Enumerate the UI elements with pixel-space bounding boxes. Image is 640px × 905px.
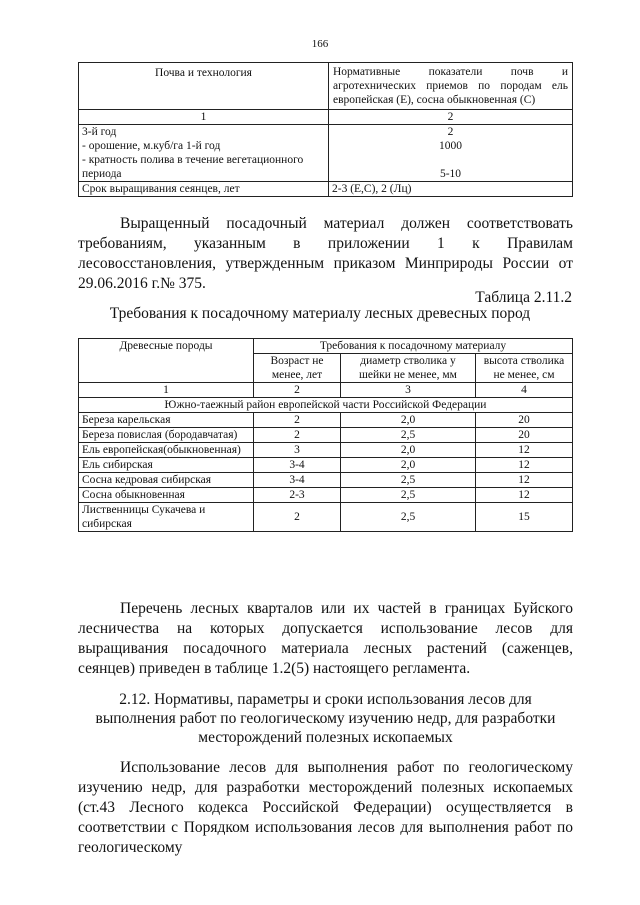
age-cell: 2 [254, 503, 341, 532]
age-cell: 3 [254, 443, 341, 458]
table-row [79, 473, 573, 488]
diameter-cell: 2,5 [341, 488, 476, 503]
table-cell: Срок выращивания сеянцев, лет [79, 182, 329, 197]
table-row [79, 458, 573, 473]
species-cell: Береза повислая (бородавчатая) [79, 428, 254, 443]
planting-material-table [78, 338, 573, 532]
age-cell: 3-4 [254, 473, 341, 488]
page-number: 166 [311, 38, 329, 50]
table-row [79, 413, 573, 428]
cell-line: - орошение, м.куб/га 1-й год [82, 140, 221, 152]
header-cell: Почва и технология [79, 63, 329, 110]
table-row [79, 488, 573, 503]
height-cell: 12 [476, 488, 573, 503]
header-cell: высота стволика не менее, см [476, 354, 573, 383]
paragraph: Перечень лесных кварталов или их частей в границах Буйского лесничества на которых допускается использование лесов для выращивания посадочного материала лесных растений (саженцев, сеянцев) приведен в таблице 1.2(5) настоящего регламента. [78, 600, 573, 677]
diameter-cell: 2,5 [341, 503, 476, 532]
age-cell: 2-3 [254, 488, 341, 503]
height-cell: 12 [476, 458, 573, 473]
species-cell: Береза карельская [79, 413, 254, 428]
diameter-cell: 2,0 [341, 458, 476, 473]
table-cell [79, 125, 329, 182]
region-row [79, 398, 573, 413]
height-cell: 12 [476, 473, 573, 488]
diameter-cell: 2,5 [341, 428, 476, 443]
cell-line: - кратность полива в течение вегетационного периода [82, 154, 304, 180]
column-number: 2 [254, 383, 341, 398]
header-cell: Требования к посадочному материалу [254, 339, 573, 354]
age-cell: 2 [254, 428, 341, 443]
cell-value: 1000 [439, 140, 462, 152]
table-title: Требования к посадочному материалу лесных древесных пород [109, 305, 531, 322]
table-row [79, 125, 573, 182]
paragraph: Использование лесов для выполнения работ по геологическому изучению недр, для разработки месторождений полезных ископаемых (ст.43 Лесного кодекса Российской Федерации) осуществляется в соответствии с Порядком использования лесов для выполнения работ по геологическому [78, 759, 573, 856]
diameter-cell: 2,0 [341, 413, 476, 428]
section-heading: 2.12. Нормативы, параметры и сроки использования лесов для выполнения работ по геологическому изучению недр, для разработки месторождений полезных ископаемых [95, 691, 556, 746]
species-cell: Ель европейская(обыкновенная) [79, 443, 254, 458]
species-cell: Сосна обыкновенная [79, 488, 254, 503]
height-cell: 15 [476, 503, 573, 532]
table-row [79, 443, 573, 458]
column-number-row [79, 383, 573, 398]
cell-value: 2 [447, 126, 454, 138]
header-cell: Возраст не менее, лет [254, 354, 341, 383]
species-cell: Сосна кедровая сибирская [79, 473, 254, 488]
region-cell: Южно-таежный район европейской части Российской Федерации [79, 398, 573, 413]
table-row [79, 182, 573, 197]
table-label: Таблица 2.11.2 [475, 289, 572, 306]
table-cell [329, 125, 573, 182]
header-cell: Нормативные показатели почв и агротехнических приемов по породам ель европейская (Е), сосна обыкновенная (С) [329, 63, 573, 110]
column-number: 4 [476, 383, 573, 398]
height-cell: 20 [476, 428, 573, 443]
column-number: 2 [329, 110, 573, 125]
table-row [79, 503, 573, 532]
cell-line: 3-й год [82, 126, 117, 138]
column-number: 1 [79, 383, 254, 398]
table-header-row [79, 63, 573, 110]
soil-technology-table [78, 62, 573, 197]
diameter-cell: 2,0 [341, 443, 476, 458]
column-number: 1 [79, 110, 329, 125]
paragraph: Выращенный посадочный материал должен соответствовать требованиям, указанным в приложении 1 к Правилам лесовосстановления, утвержденным приказом Минприроды России от 29.06.2016 г.№ 375. [78, 215, 573, 292]
table-header-row [79, 339, 573, 354]
height-cell: 12 [476, 443, 573, 458]
header-cell: диаметр стволика у шейки не менее, мм [341, 354, 476, 383]
diameter-cell: 2,5 [341, 473, 476, 488]
height-cell: 20 [476, 413, 573, 428]
age-cell: 2 [254, 413, 341, 428]
species-cell: Ель сибирская [79, 458, 254, 473]
column-number: 3 [341, 383, 476, 398]
table-cell: 2-3 (Е,С), 2 (Лц) [329, 182, 573, 197]
column-number-row [79, 110, 573, 125]
table-row [79, 428, 573, 443]
header-cell: Древесные породы [79, 339, 254, 383]
cell-value: 5-10 [439, 168, 462, 180]
species-cell: Лиственницы Сукачева и сибирская [79, 503, 254, 532]
age-cell: 3-4 [254, 458, 341, 473]
